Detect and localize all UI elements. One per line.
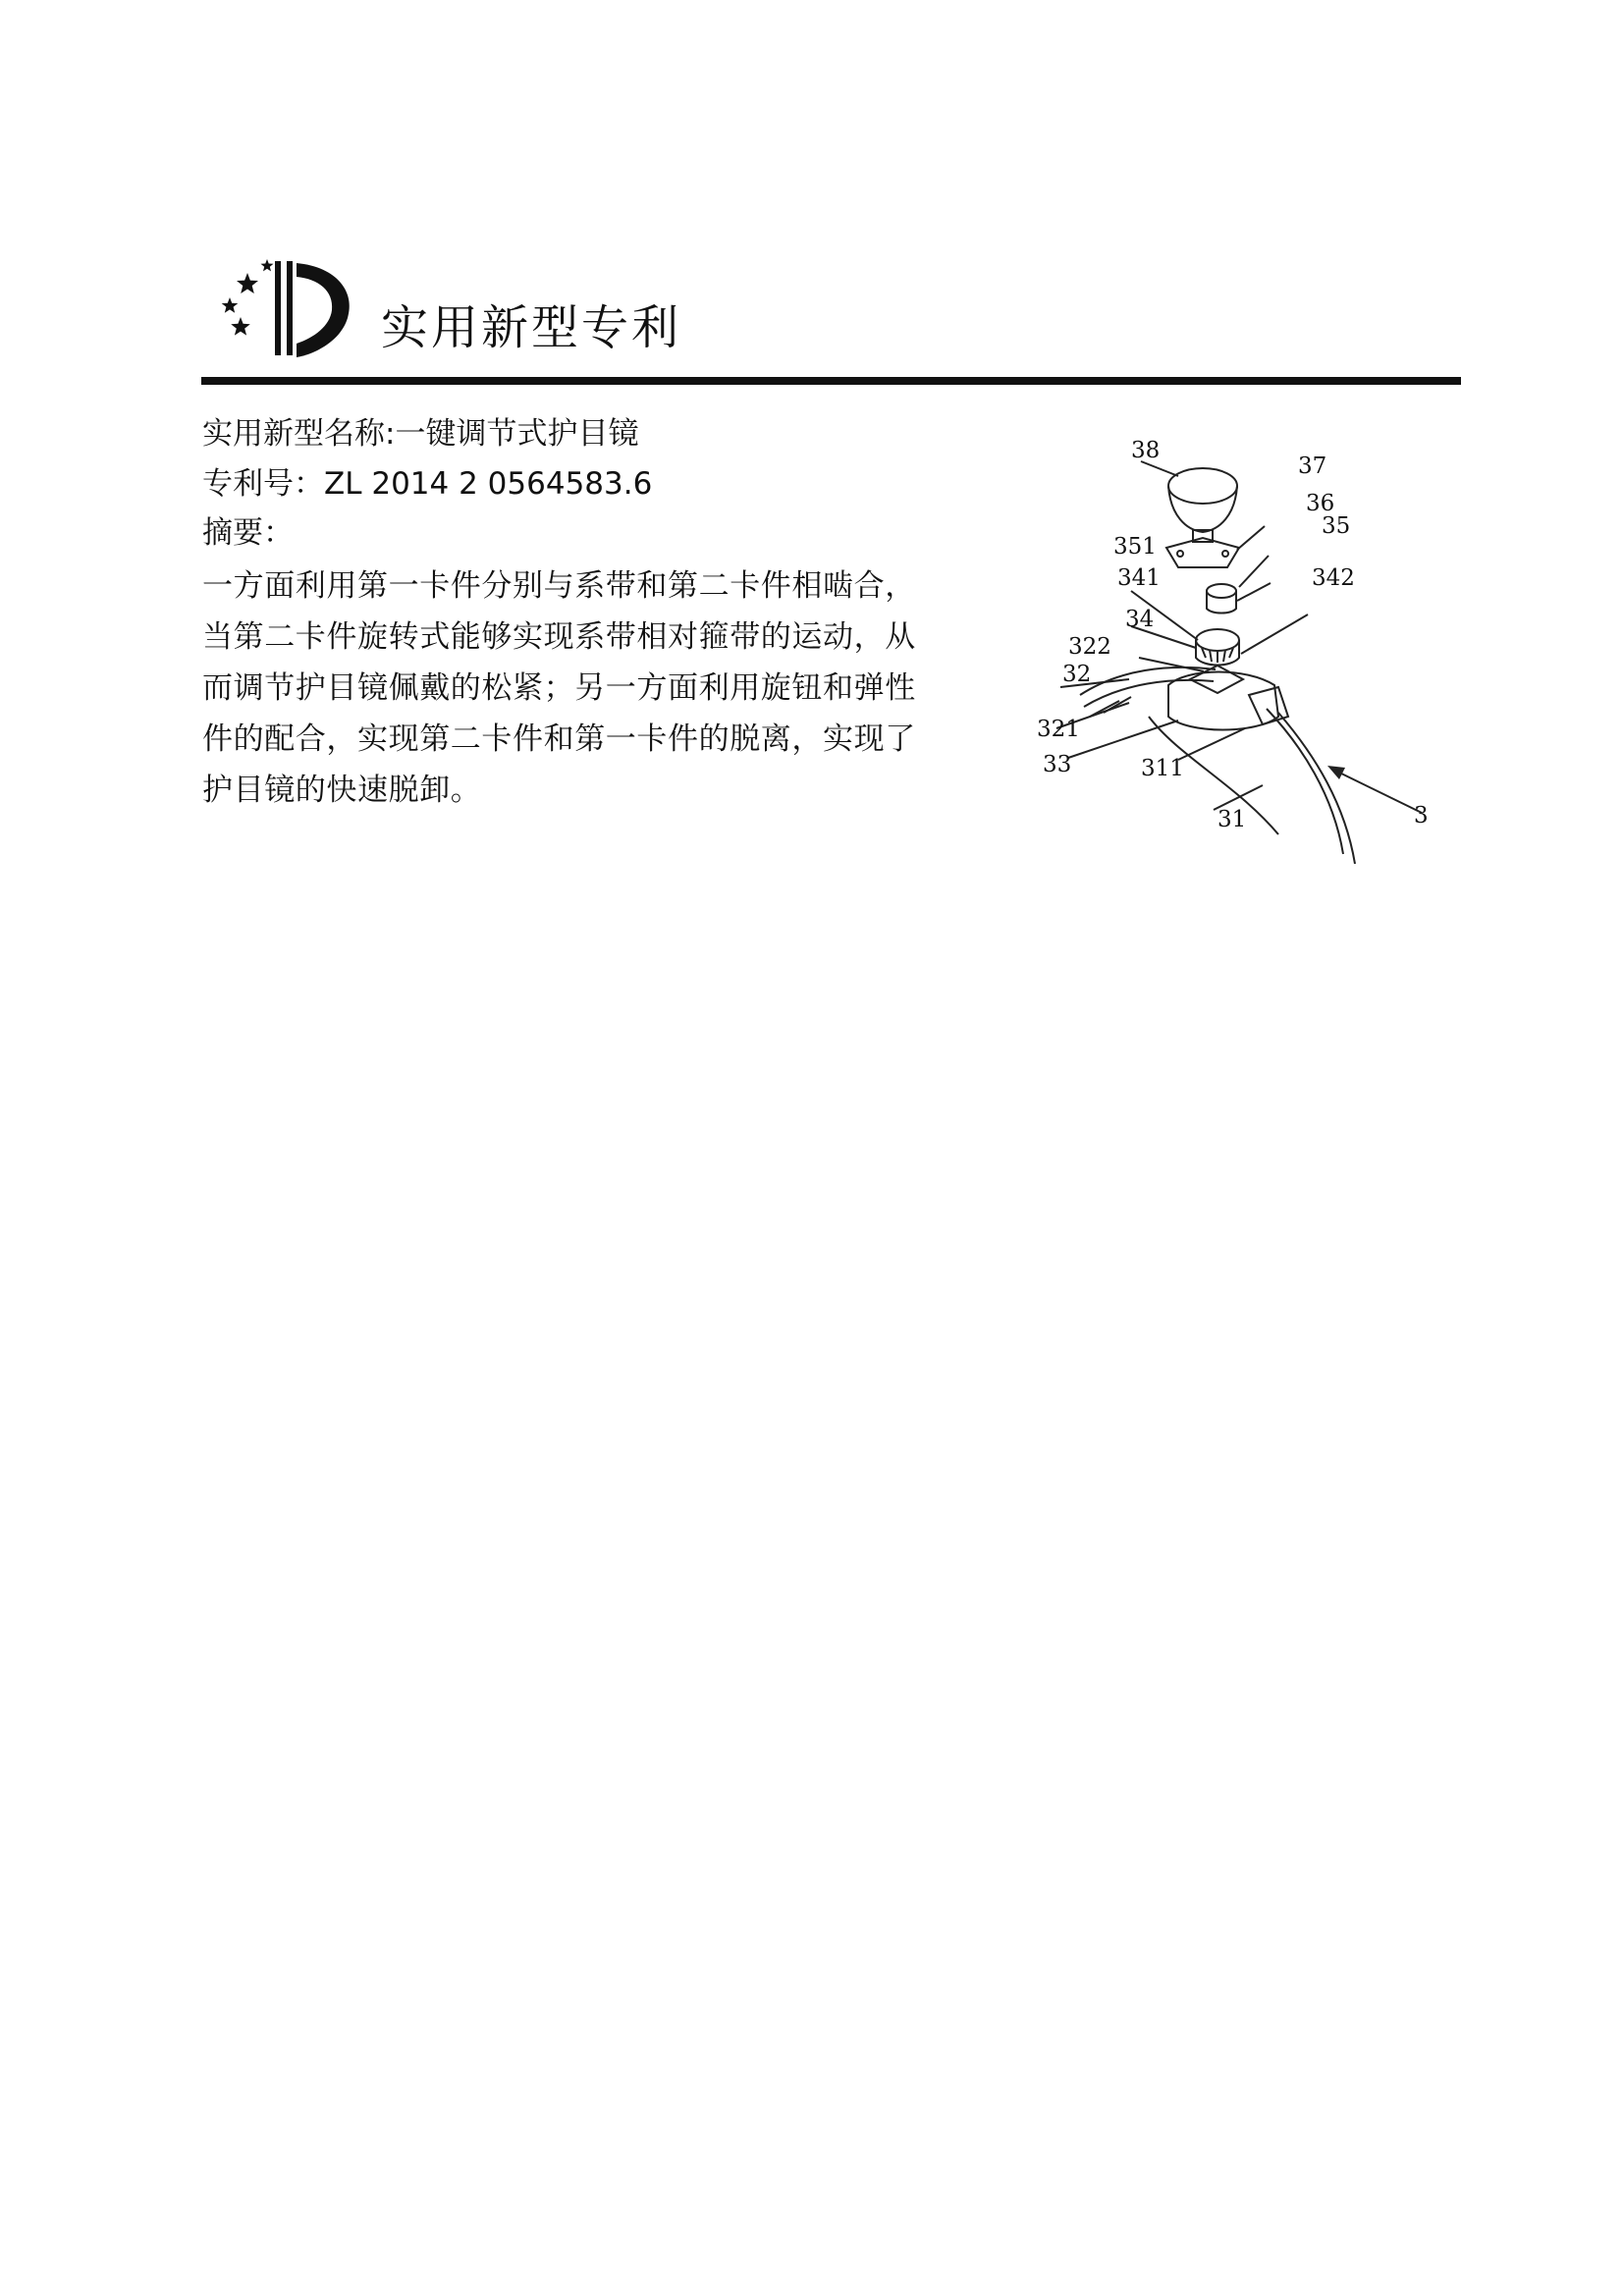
fig-label-321: 321 [1037,717,1080,742]
fig-label-342: 342 [1312,565,1355,591]
exploded-knob-assembly-drawing [1021,422,1473,874]
title-value: 一键调节式护目镜 [395,416,639,452]
fig-label-38: 38 [1131,438,1161,463]
fig-label-32: 32 [1062,662,1092,687]
fig-label-322: 322 [1068,634,1111,660]
abstract-label: 摘要： [202,515,294,551]
fig-label-351: 351 [1113,534,1157,560]
patent-number-line [202,466,653,502]
abstract-text: 一方面利用第一卡件分别与系带和第二卡件相啮合，当第二卡件旋转式能够实现系带相对箍带的运动，从而调节护目镜佩戴的松紧；另一方面利用旋钮和弹性件的配合，实现第二卡件和第一卡件的脱离，实现了护目镜的快速脱卸。 [202,568,916,808]
title-label: 实用新型名称: [202,416,396,452]
fig-label-311: 311 [1141,756,1184,781]
patent-number-label: 专利号： [202,466,324,502]
fig-label-33: 33 [1043,752,1072,777]
fig-label-37: 37 [1298,454,1327,479]
fig-label-36: 36 [1306,491,1335,516]
fig-label-341: 341 [1117,565,1161,591]
cnipa-emblem-icon [208,253,365,361]
fig-label-3: 3 [1414,803,1429,828]
fig-label-35: 35 [1322,513,1351,539]
header-rule [201,377,1461,385]
fig-label-31: 31 [1217,807,1247,832]
document-type-title: 实用新型专利 [381,300,682,355]
fig-label-34: 34 [1125,607,1155,632]
utility-model-title-line [202,416,639,452]
patent-number-value: ZL 2014 2 0564583.6 [324,466,653,502]
